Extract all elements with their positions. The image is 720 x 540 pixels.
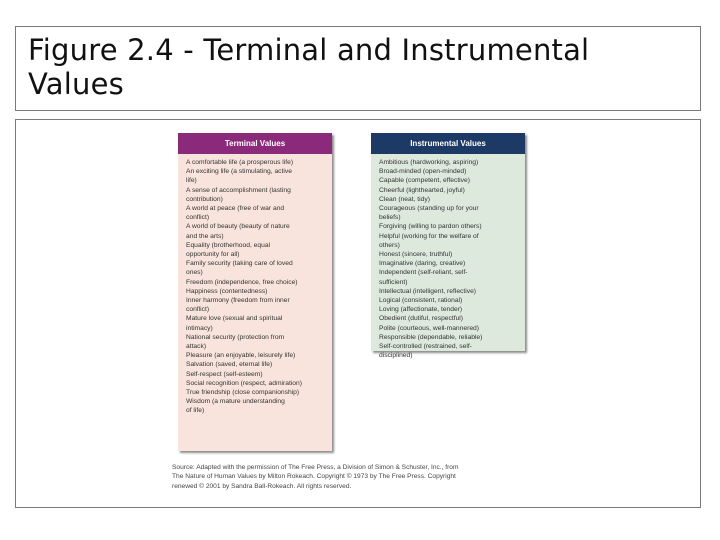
slide-title-box: [15, 26, 701, 111]
instrumental-value-line: Courageous (standing up for your: [379, 205, 479, 213]
terminal-values-heading: Terminal Values: [178, 133, 332, 154]
instrumental-value-line: beliefs): [379, 214, 401, 222]
terminal-value-line: of life): [186, 407, 205, 415]
instrumental-value-line: Ambitious (hardworking, aspiring): [379, 159, 479, 166]
terminal-value-line: conflict): [186, 306, 210, 314]
terminal-value-line: Happiness (contentedness): [186, 287, 268, 295]
terminal-value-line: intimacy): [186, 324, 213, 332]
terminal-value-line: Mature love (sexual and spiritual: [186, 315, 283, 323]
terminal-value-line: Wisdom (a mature understanding: [186, 398, 285, 406]
instrumental-value-line: Broad-minded (open-minded): [379, 168, 467, 176]
terminal-value-line: Self-respect (self-esteem): [186, 370, 263, 378]
instrumental-value-line: Self-controlled (restrained, self-: [379, 343, 472, 351]
slide-content-box: [15, 119, 701, 508]
terminal-values-list: [178, 154, 332, 416]
terminal-value-line: An exciting life (a stimulating, active: [186, 168, 292, 176]
terminal-value-line: Family security (taking care of loved: [186, 260, 293, 268]
terminal-value-line: opportunity for all): [186, 251, 240, 259]
terminal-value-line: life): [186, 177, 197, 185]
terminal-value-line: Freedom (independence, free choice): [186, 278, 298, 286]
instrumental-value-line: Responsible (dependable, reliable): [379, 333, 483, 341]
instrumental-values-heading: Instrumental Values: [371, 133, 525, 154]
terminal-value-line: Inner harmony (freedom from inner: [186, 297, 290, 305]
instrumental-value-line: sufficient): [379, 278, 408, 286]
instrumental-value-line: disciplined): [379, 352, 413, 360]
terminal-value-line: A world at peace (free of war and: [186, 205, 285, 213]
source-note: [172, 463, 532, 491]
terminal-value-line: Social recognition (respect, admiration): [186, 379, 302, 387]
terminal-value-line: Pleasure (an enjoyable, leisurely life): [186, 352, 296, 360]
instrumental-value-line: Cheerful (lighthearted, joyful): [379, 186, 465, 194]
instrumental-value-line: Capable (competent, effective): [379, 177, 470, 185]
terminal-value-line: True friendship (close companionship): [186, 389, 300, 397]
instrumental-value-line: Imaginative (daring, creative): [379, 260, 466, 268]
source-line-3: renewed © 2001 by Sandra Ball-Rokeach. All rights reserved.: [172, 482, 352, 490]
instrumental-value-line: Loving (affectionate, tender): [379, 306, 463, 314]
slide-title-line-2: Values: [28, 67, 124, 101]
terminal-value-line: ones): [186, 269, 203, 277]
instrumental-value-line: Logical (consistent, rational): [379, 297, 463, 305]
slide-title-line-1: Figure 2.4 - Terminal and Instrumental: [28, 33, 590, 67]
instrumental-value-line: Polite (courteous, well-mannered): [379, 324, 479, 332]
instrumental-value-line: others): [379, 241, 400, 249]
instrumental-value-line: Obedient (dutiful, respectful): [379, 315, 464, 323]
instrumental-value-line: Forgiving (willing to pardon others): [379, 223, 482, 231]
terminal-value-line: and the arts): [186, 232, 224, 240]
terminal-value-line: attack): [186, 343, 207, 351]
slide-title: [28, 33, 688, 101]
terminal-value-line: conflict): [186, 214, 210, 222]
instrumental-value-line: Clean (neat, tidy): [379, 195, 430, 203]
instrumental-value-line: Honest (sincere, truthful): [379, 251, 453, 259]
terminal-value-line: A comfortable life (a prosperous life): [186, 159, 294, 166]
instrumental-value-line: Intellectual (intelligent, reflective): [379, 287, 477, 295]
terminal-value-line: A sense of accomplishment (lasting: [186, 186, 291, 194]
terminal-value-line: National security (protection from: [186, 333, 285, 341]
source-line-2: The Nature of Human Values by Milton Rokeach. Copyright © 1973 by The Free Press. Copyright: [172, 473, 456, 481]
terminal-value-line: Equality (brotherhood, equal: [186, 241, 271, 249]
source-line-1: Source: Adapted with the permission of The Free Press, a Division of Simon & Schuster, Inc., from: [172, 464, 459, 471]
instrumental-value-line: Independent (self-reliant, self-: [379, 269, 468, 277]
instrumental-values-panel: [371, 133, 525, 360]
terminal-value-line: Salvation (saved, eternal life): [186, 361, 273, 369]
terminal-values-panel: [178, 133, 332, 451]
instrumental-value-line: Helpful (working for the welfare of: [379, 232, 479, 240]
instrumental-values-list: [371, 154, 525, 360]
terminal-value-line: A world of beauty (beauty of nature: [186, 223, 290, 231]
terminal-value-line: contribution): [186, 195, 223, 203]
